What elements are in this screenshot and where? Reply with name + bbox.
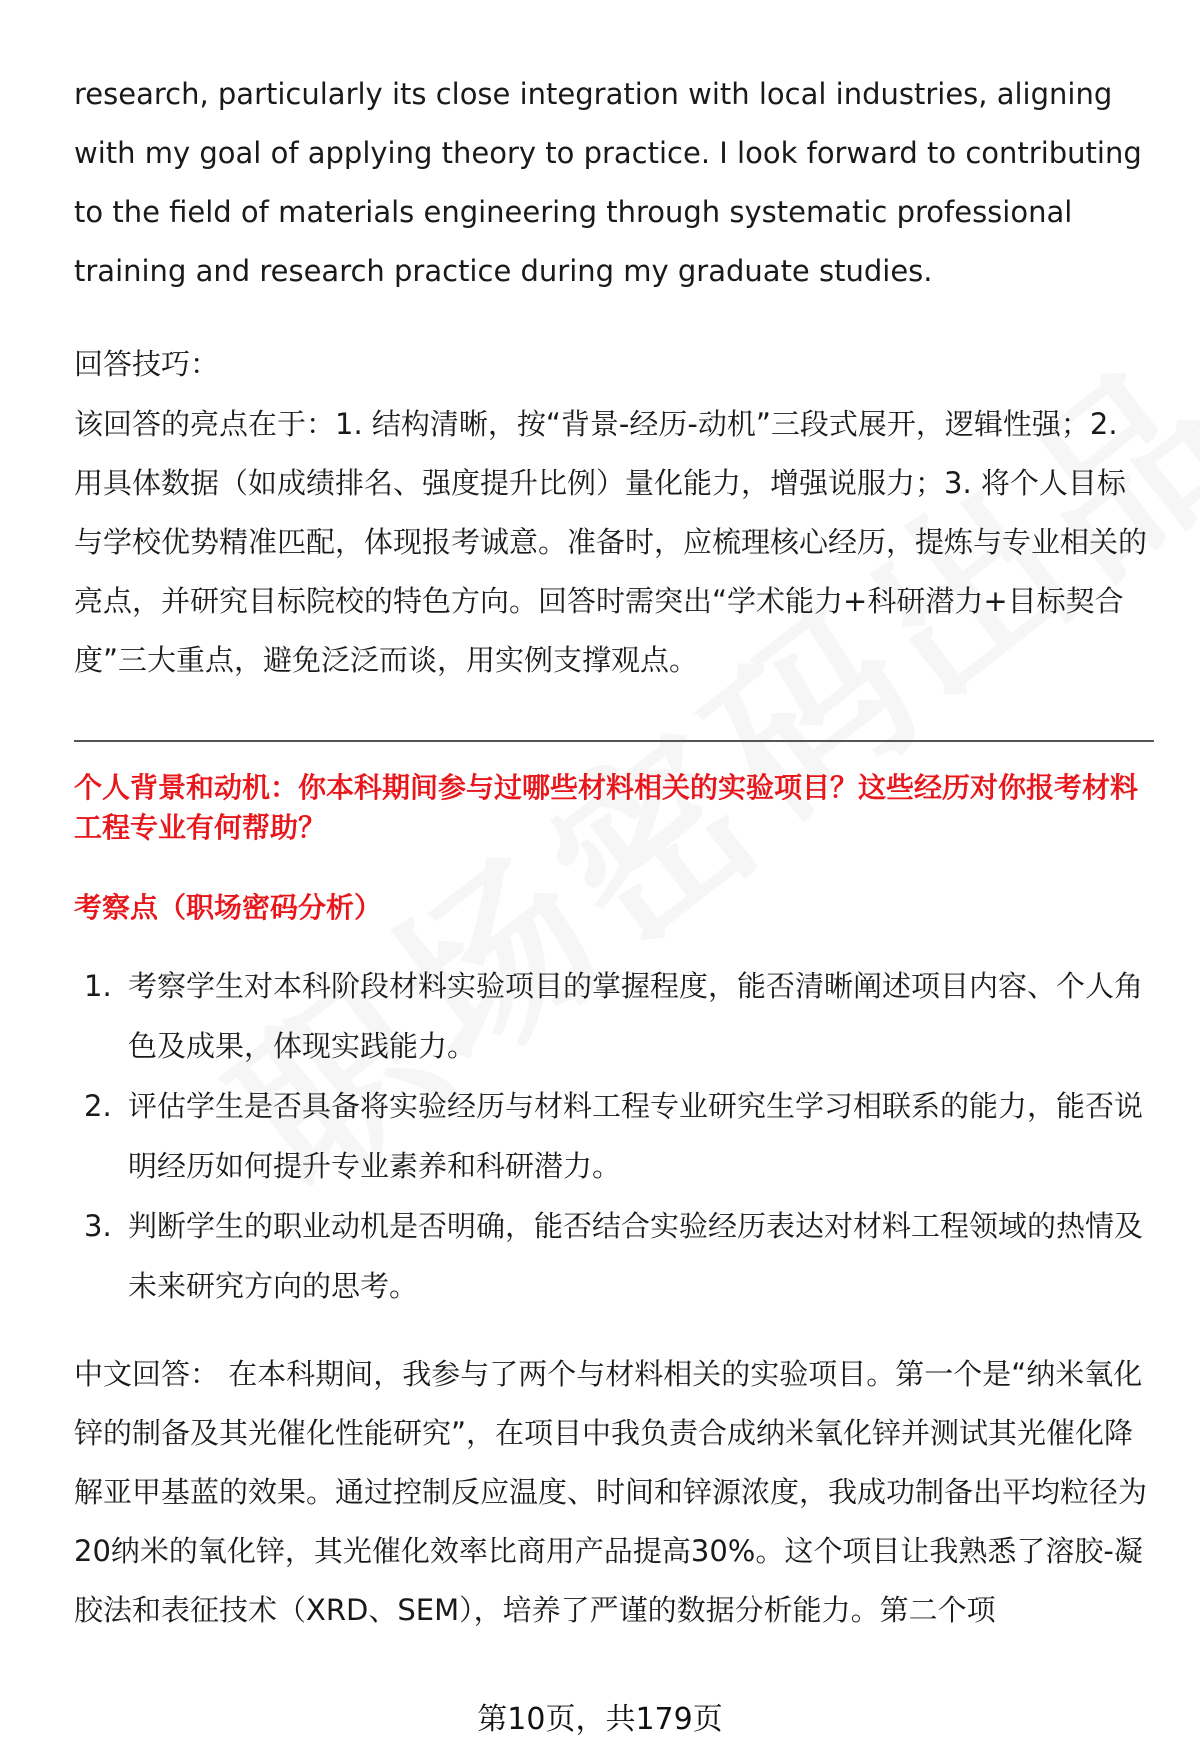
question-heading: 个人背景和动机：你本科期间参与过哪些材料相关的实验项目？这些经历对你报考材料工程专业有何帮助？ (74, 771, 1139, 844)
list-item-text: 考察学生对本科阶段材料实验项目的掌握程度，能否清晰阐述项目内容、个人角色及成果，体现实践能力。 (128, 969, 1144, 1063)
tips-body: 该回答的亮点在于：1. 结构清晰，按“背景-经历-动机”三段式展开，逻辑性强；2. 用具体数据（如成绩排名、强度提升比例）量化能力，增强说服力；3. 将个人目标与学校优势精准匹配，体现报考诚意。准备时，应梳理核心经历，提炼与专业相关的亮点，并研究目标院校的特色方向。回答时需突出“学术能力+科研潜力+目标契合度”三大重点，避免泛泛而谈，用实例支撑观点。 (74, 407, 1148, 677)
points-list (74, 956, 1154, 1316)
list-item-text: 判断学生的职业动机是否明确，能否结合实验经历表达对材料工程领域的热情及未来研究方向的思考。 (128, 1209, 1144, 1303)
points-title: 考察点（职场密码分析） (74, 891, 383, 924)
chinese-answer-paragraph (74, 1345, 1154, 1640)
list-item-number: 1. (84, 969, 112, 1003)
list-item-number: 3. (84, 1209, 112, 1243)
tips-label: 回答技巧： (74, 347, 220, 381)
list-item (74, 956, 1154, 1076)
page-footer: 第10页，共179页 (477, 1702, 723, 1737)
answer-label: 中文回答： (74, 1357, 220, 1391)
answer-text: 在本科期间，我参与了两个与材料相关的实验项目。第一个是“纳米氧化锌的制备及其光催化性能研究”，在项目中我负责合成纳米氧化锌并测试其光催化降解亚甲基蓝的效果。通过控制反应温度、时间和锌源浓度，我成功制备出平均粒径为20纳米的氧化锌，其光催化效率比商用产品提高30%。这个项目让我熟悉了溶胶-凝胶法和表征技术（XRD、SEM），培养了严谨的数据分析能力。第二个项 (74, 1357, 1148, 1627)
list-item-number: 2. (84, 1089, 112, 1123)
section-divider (74, 740, 1154, 742)
english-answer-paragraph: research, particularly its close integration with local industries, aligning with my goal of applying theory to practice. I look forward to contributing to the field of materials engineering through systematic professional training and research practice during my graduate studies. (74, 77, 1142, 288)
list-item (74, 1076, 1154, 1196)
list-item-text: 评估学生是否具备将实验经历与材料工程专业研究生学习相联系的能力，能否说明经历如何提升专业素养和科研潜力。 (128, 1089, 1144, 1183)
list-item (74, 1196, 1154, 1316)
